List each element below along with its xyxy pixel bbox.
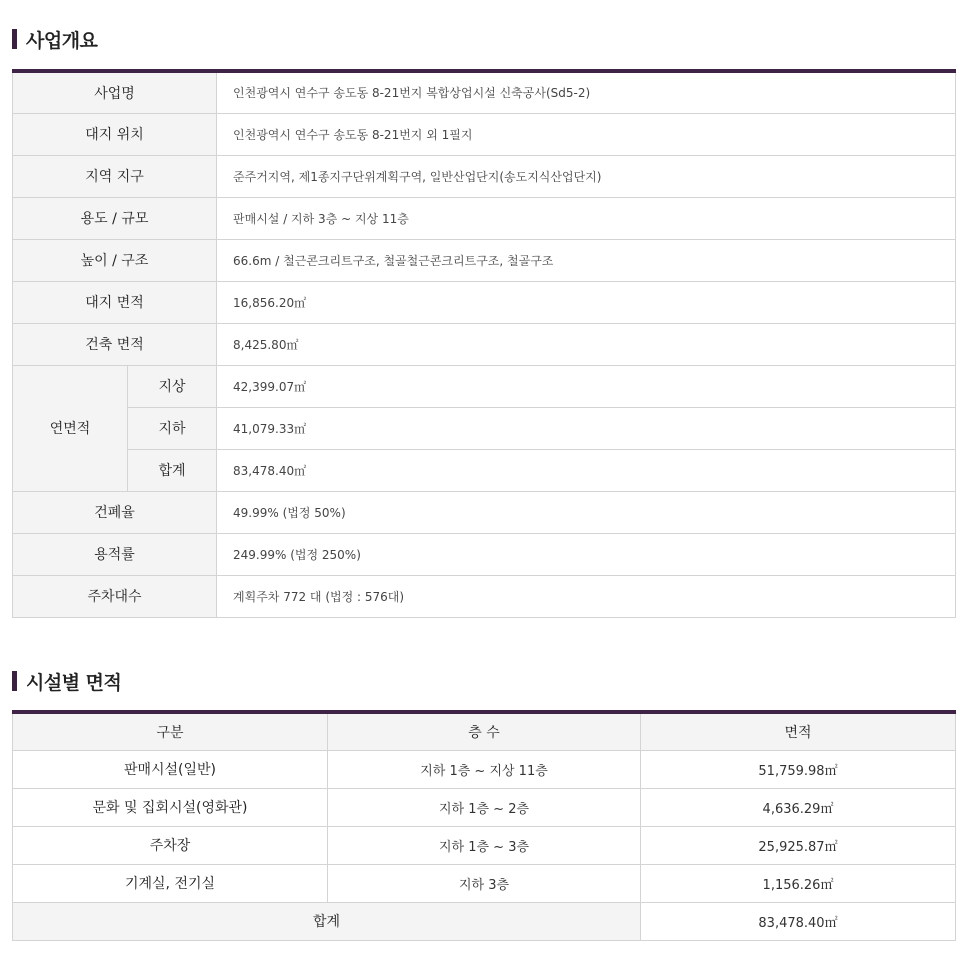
table-row (13, 449, 956, 491)
row-value: 인천광역시 연수구 송도동 8-21번지 외 1필지 (217, 113, 956, 155)
row-value: 49.99% (법정 50%) (217, 491, 956, 533)
floor-area-value: 42,399.07㎡ (217, 365, 956, 407)
facility-floors: 지하 1층 ~ 지상 11층 (328, 750, 641, 788)
row-label: 대지 면적 (13, 281, 217, 323)
facility-title: 시설별 면적 (26, 671, 122, 694)
facility-floors: 지하 1층 ~ 3층 (328, 826, 641, 864)
row-label: 높이 / 구조 (13, 239, 217, 281)
row-label: 용도 / 규모 (13, 197, 217, 239)
row-value: 계획주차 772 대 (법정 : 576대) (217, 575, 956, 617)
floor-area-label: 연면적 (13, 365, 128, 491)
facility-name: 기계실, 전기실 (13, 864, 328, 902)
row-label: 지역 지구 (13, 155, 217, 197)
table-row (13, 281, 956, 323)
row-value: 16,856.20㎡ (217, 281, 956, 323)
table-row (13, 788, 956, 826)
facility-table (12, 710, 956, 941)
table-row (13, 113, 956, 155)
row-value: 249.99% (법정 250%) (217, 533, 956, 575)
table-row (13, 575, 956, 617)
heading-bar (12, 671, 17, 691)
facility-heading (12, 668, 121, 694)
floor-area-value: 83,478.40㎡ (217, 449, 956, 491)
table-row (13, 155, 956, 197)
row-label: 대지 위치 (13, 113, 217, 155)
table-total-row (13, 902, 956, 940)
column-header: 구분 (13, 712, 328, 750)
total-label: 합계 (13, 902, 641, 940)
table-row (13, 323, 956, 365)
overview-title: 사업개요 (26, 29, 98, 52)
table-row (13, 239, 956, 281)
table-row (13, 533, 956, 575)
floor-area-sublabel: 지하 (128, 407, 217, 449)
table-row (13, 864, 956, 902)
total-area: 83,478.40㎡ (641, 902, 956, 940)
table-row (13, 407, 956, 449)
row-value: 준주거지역, 제1종지구단위계획구역, 일반산업단지(송도지식산업단지) (217, 155, 956, 197)
floor-area-value: 41,079.33㎡ (217, 407, 956, 449)
row-label: 건폐율 (13, 491, 217, 533)
overview-table (12, 69, 956, 618)
column-header: 면적 (641, 712, 956, 750)
table-row (13, 365, 956, 407)
row-value: 판매시설 / 지하 3층 ~ 지상 11층 (217, 197, 956, 239)
row-value: 66.6m / 철근콘크리트구조, 철골철근콘크리트구조, 철골구조 (217, 239, 956, 281)
heading-bar (12, 29, 17, 49)
floor-area-sublabel: 지상 (128, 365, 217, 407)
facility-floors: 지하 1층 ~ 2층 (328, 788, 641, 826)
overview-heading (12, 26, 97, 52)
row-value: 8,425.80㎡ (217, 323, 956, 365)
table-row (13, 491, 956, 533)
column-header: 층 수 (328, 712, 641, 750)
facility-name: 문화 및 집회시설(영화관) (13, 788, 328, 826)
table-row (13, 197, 956, 239)
table-row (13, 71, 956, 113)
row-value: 인천광역시 연수구 송도동 8-21번지 복합상업시설 신축공사(Sd5-2) (217, 71, 956, 113)
facility-area: 25,925.87㎡ (641, 826, 956, 864)
facility-name: 판매시설(일반) (13, 750, 328, 788)
floor-area-sublabel: 합계 (128, 449, 217, 491)
facility-area: 4,636.29㎡ (641, 788, 956, 826)
row-label: 사업명 (13, 71, 217, 113)
facility-area: 51,759.98㎡ (641, 750, 956, 788)
row-label: 건축 면적 (13, 323, 217, 365)
table-row (13, 826, 956, 864)
row-label: 용적률 (13, 533, 217, 575)
facility-floors: 지하 3층 (328, 864, 641, 902)
table-header-row (13, 712, 956, 750)
table-row (13, 750, 956, 788)
row-label: 주차대수 (13, 575, 217, 617)
facility-area: 1,156.26㎡ (641, 864, 956, 902)
facility-name: 주차장 (13, 826, 328, 864)
